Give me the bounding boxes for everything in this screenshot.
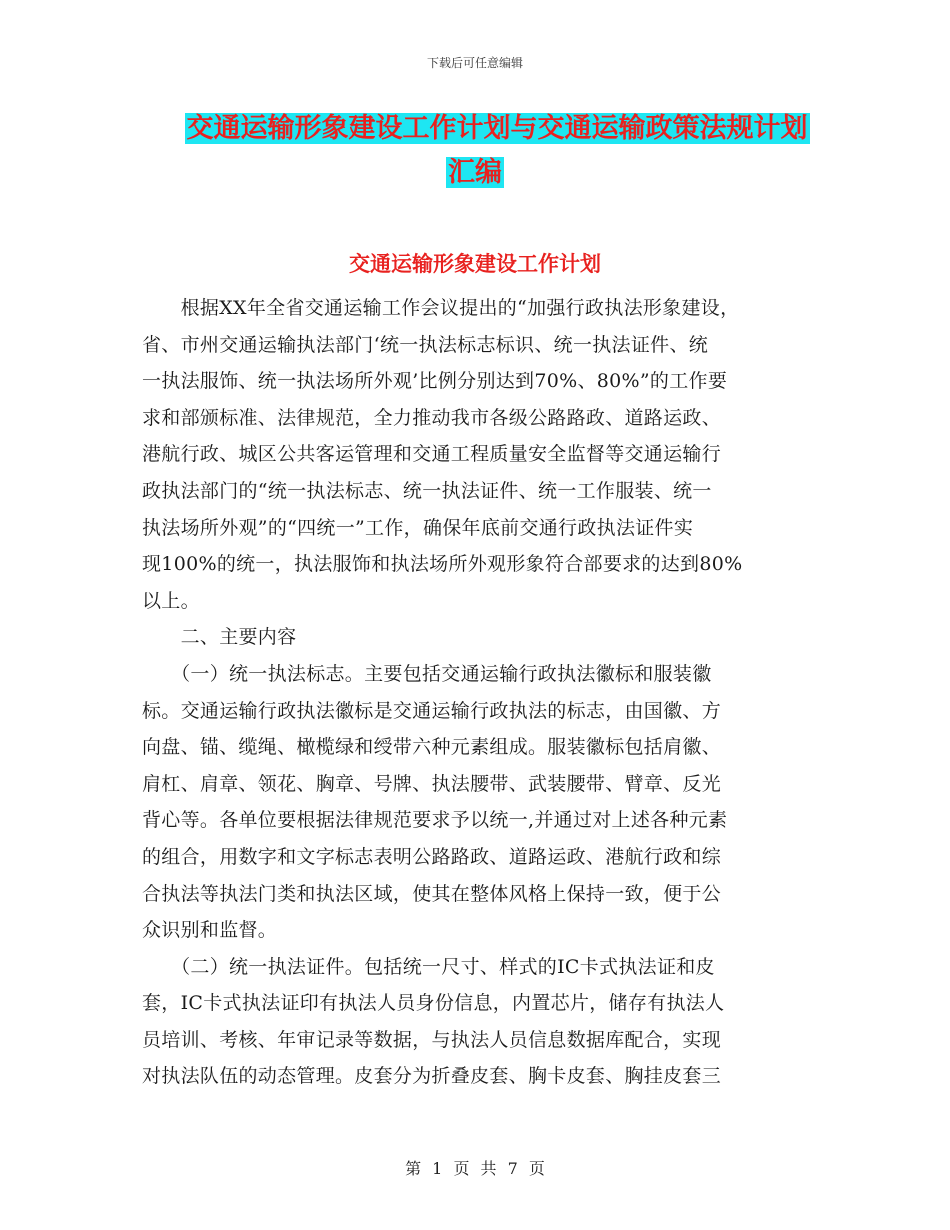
body-line: 二、主要内容 <box>142 626 297 649</box>
body-line: 员培训、考核、年审记录等数据，与执法人员信息数据库配合，实现 <box>142 1028 722 1051</box>
section-title: 交通运输形象建设工作计划 <box>349 252 601 276</box>
body-line: 肩杠、肩章、领花、胸章、号牌、执法腰带、武装腰带、臂章、反光 <box>142 772 722 795</box>
body-line: 执法场所外观”的“四统一”工作，确保年底前交通行政执法证件实 <box>142 516 694 539</box>
body-line: 省、市州交通运输执法部门‘统一执法标志标识、统一执法证件、统 <box>142 333 709 356</box>
body-line: （一）统一执法标志。主要包括交通运输行政执法徽标和服装徽 <box>142 662 712 685</box>
body-line: 众识别和监督。 <box>142 919 278 942</box>
body-line: 以上。 <box>142 589 200 612</box>
body-line: 一执法服饰、统一执法场所外观’比例分别达到70%、80%”的工作要 <box>142 370 728 393</box>
body-line: 向盘、锚、缆绳、橄榄绿和绶带六种元素组成。服装徽标包括肩徽、 <box>142 736 722 759</box>
body-line: 对执法队伍的动态管理。皮套分为折叠皮套、胸卡皮套、胸挂皮套三 <box>142 1065 722 1088</box>
header-note: 下载后可任意编辑 <box>426 56 523 70</box>
document-title-line-1-text: 交通运输形象建设工作计划与交通运输政策法规计划 <box>186 113 808 144</box>
body-line: 港航行政、城区公共客运管理和交通工程质量安全监督等交通运输行 <box>142 443 722 466</box>
body-line: （二）统一执法证件。包括统一尺寸、样式的IC卡式执法证和皮 <box>142 955 715 978</box>
body-text <box>142 290 812 1095</box>
body-line: 政执法部门的“统一执法标志、统一执法证件、统一工作服装、统一 <box>142 479 712 502</box>
document-title-line-2-text: 汇编 <box>448 157 502 188</box>
body-line: 根据XX年全省交通运输工作会议提出的“加强行政执法形象建设， <box>142 297 740 319</box>
document-title-line-2 <box>0 157 950 189</box>
document-title-line-1 <box>22 113 950 145</box>
body-line: 合执法等执法门类和执法区域，使其在整体风格上保持一致，便于公 <box>142 882 722 905</box>
body-line: 套，IC卡式执法证印有执法人员身份信息，内置芯片，储存有执法人 <box>142 992 725 1015</box>
body-line: 标。交通运输行政执法徽标是交通运输行政执法的标志，由国徽、方 <box>142 699 722 722</box>
body-line: 的组合，用数字和文字标志表明公路路政、道路运政、港航行政和综 <box>142 845 722 868</box>
body-line: 求和部颁标准、法律规范，全力推动我市各级公路路政、道路运政、 <box>142 406 722 429</box>
body-line: 现100%的统一，执法服饰和执法场所外观形象符合部要求的达到80% <box>142 553 743 576</box>
page-footer: 第 1 页 共 7 页 <box>405 1159 545 1178</box>
body-line: 背心等。各单位要根据法律规范要求予以统一,并通过对上述各种元素 <box>142 809 728 832</box>
